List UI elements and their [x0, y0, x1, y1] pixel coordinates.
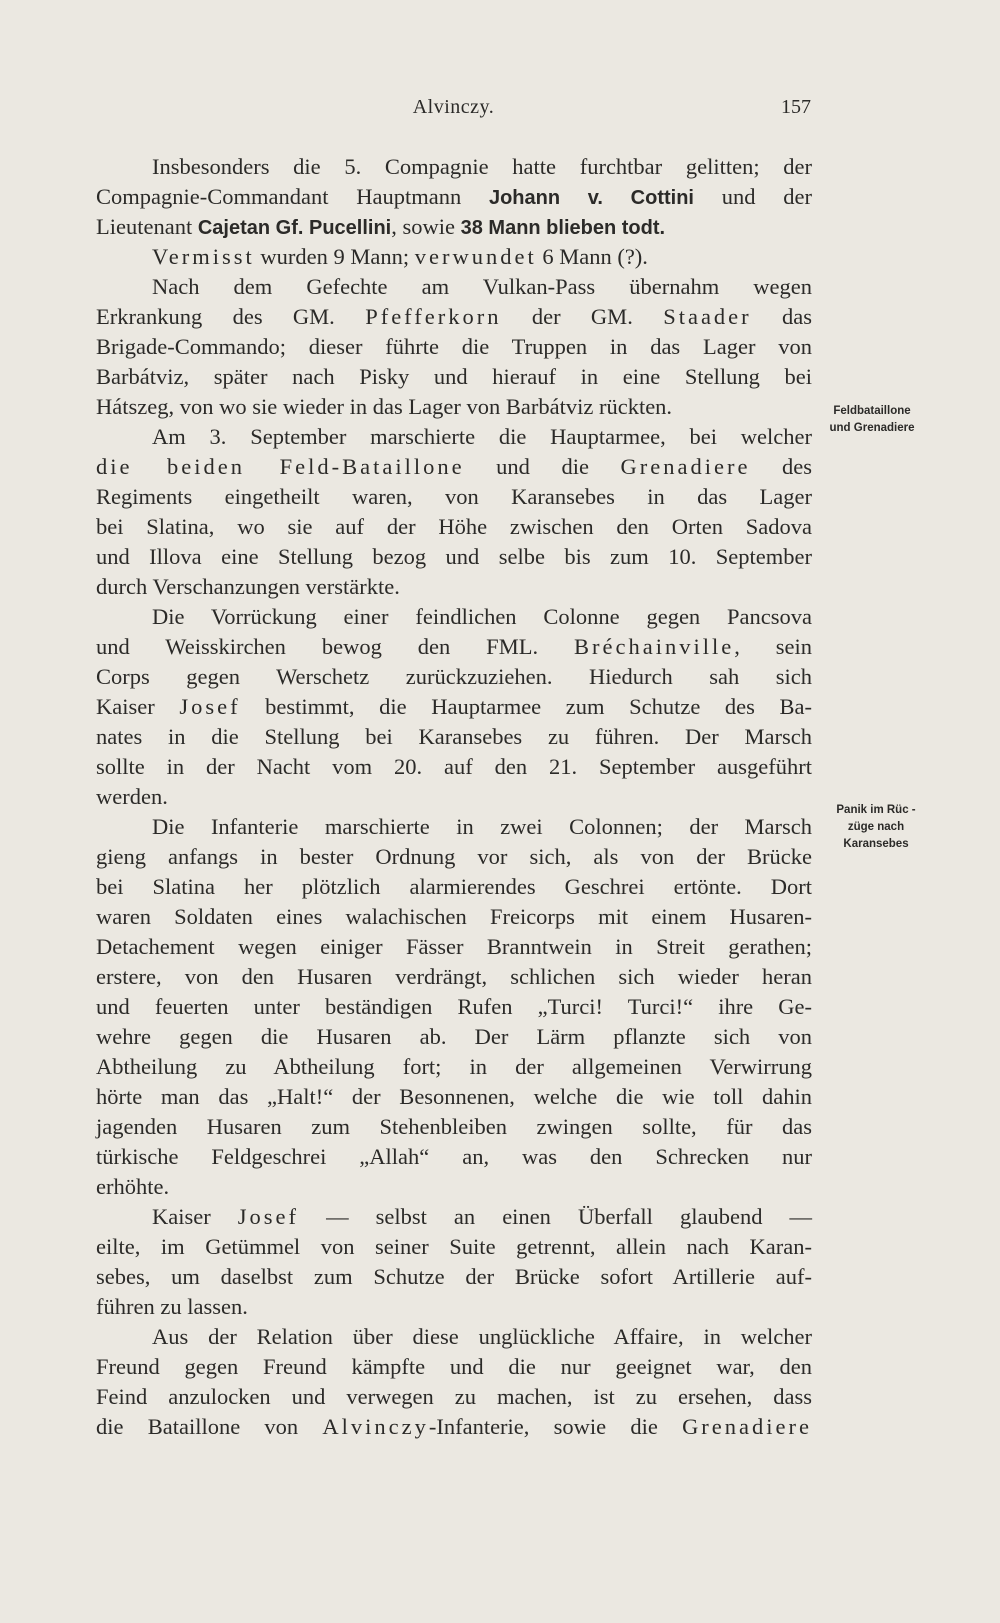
text-segment: eilte, im Getümmel von seiner Suite getrennt, allein nach Karan- [96, 1234, 812, 1259]
text-line [96, 752, 812, 782]
text-segment: Die Infanterie marschierte in zwei Colonnen; der Marsch [152, 814, 812, 839]
text-segment: und der [693, 184, 812, 209]
margin-note-panik [816, 802, 936, 853]
text-segment: hörte man das „Halt!“ der Besonnenen, welche die wie toll dahin [96, 1084, 812, 1109]
text-line [96, 872, 812, 902]
text-segment: und die [464, 454, 621, 479]
text-line [96, 452, 812, 482]
text-segment: Brigade-Commando; dieser führte die Truppen in das Lager von [96, 334, 812, 359]
text-segment: wurden 9 Mann; [254, 244, 415, 269]
text-segment: wehre gegen die Husaren ab. Der Lärm pflanzte sich von [96, 1024, 812, 1049]
bold-name: Cajetan Gf. Pucellini [197, 217, 392, 239]
text-segment: gieng anfangs in bester Ordnung vor sich, als von der Brücke [96, 844, 812, 869]
text-segment: werden. [96, 784, 168, 809]
spaced-name: Josef [179, 694, 241, 719]
text-segment: das [751, 304, 813, 329]
text-line [96, 812, 812, 842]
text-segment: und feuerten unter beständigen Rufen „Turci! Turci!“ ihre Ge- [96, 994, 812, 1019]
text-segment: -Infanterie, sowie die [428, 1414, 683, 1439]
text-line [96, 212, 812, 242]
text-line [96, 152, 812, 182]
text-segment: Aus der Relation über diese unglückliche Affaire, in welcher [152, 1324, 812, 1349]
text-segment: Die Vorrückung einer feindlichen Colonne gegen Pancsova [152, 604, 812, 629]
text-segment: des [750, 454, 812, 479]
text-segment: jagenden Husaren zum Stehenbleiben zwingen sollte, für das [96, 1114, 812, 1139]
text-line [96, 1292, 812, 1322]
text-segment: erstere, von den Husaren verdrängt, schlichen sich wieder heran [96, 964, 812, 989]
text-line [96, 1052, 812, 1082]
text-line [96, 512, 812, 542]
text-line [96, 842, 812, 872]
text-line [96, 1382, 812, 1412]
text-segment: bei Slatina, wo sie auf der Höhe zwischen den Orten Sadova [96, 514, 812, 539]
text-line [96, 1202, 812, 1232]
margin-note-line: und Grenadiere [829, 422, 915, 434]
text-segment: Kaiser [96, 694, 180, 719]
text-line [96, 302, 812, 332]
text-segment: bei Slatina her plötzlich alarmierendes Geschrei ertönte. Dort [96, 874, 812, 899]
spaced-name: Bréchainville [574, 634, 735, 659]
text-line [96, 1112, 812, 1142]
text-line [96, 1412, 812, 1442]
text-line [96, 662, 812, 692]
margin-note-line: züge nach [847, 821, 905, 833]
text-line [96, 932, 812, 962]
text-line [96, 1232, 812, 1262]
text-segment: der GM. [501, 304, 664, 329]
text-segment: Freund gegen Freund kämpfte und die nur geeignet war, den [96, 1354, 812, 1379]
text-line [96, 1022, 812, 1052]
running-head: Alvinczy. [412, 96, 495, 118]
text-segment: und Weisskirchen bewog den FML. [96, 634, 574, 659]
text-segment: waren Soldaten eines walachischen Freicorps mit einem Husaren- [96, 904, 812, 929]
text-line [96, 1262, 812, 1292]
text-segment: die Bataillone von [96, 1414, 323, 1439]
spaced-name: Grenadiere [620, 454, 751, 479]
text-segment: sebes, um daselbst zum Schutze der Brücke sofort Artillerie auf- [96, 1264, 812, 1289]
text-segment: Regiments eingetheilt waren, von Karansebes in das Lager [96, 484, 812, 509]
text-segment: , sowie [391, 214, 461, 239]
text-line [96, 962, 812, 992]
body-text [96, 152, 812, 1442]
text-segment: Detachement wegen einiger Fässer Branntwein in Streit gerathen; [96, 934, 812, 959]
text-line [96, 242, 812, 272]
text-segment: sollte in der Nacht vom 20. auf den 21. September ausgeführt [96, 754, 812, 779]
text-segment: Lieutenant [96, 214, 198, 239]
text-line [96, 1322, 812, 1352]
spaced-name: Grenadiere [682, 1414, 812, 1439]
text-line [96, 782, 812, 812]
margin-note-line: Panik im Rüc - [836, 804, 916, 816]
text-line [96, 422, 812, 452]
spaced-name: Pfefferkorn [365, 304, 502, 329]
text-line [96, 632, 812, 662]
text-line [96, 722, 812, 752]
text-segment: Am 3. September marschierte die Hauptarmee, bei welcher [152, 424, 812, 449]
text-segment: Feind anzulocken und verwegen zu machen, ist zu ersehen, dass [96, 1384, 812, 1409]
text-segment: durch Verschanzungen verstärkte. [96, 574, 400, 599]
text-segment: Nach dem Gefechte am Vulkan-Pass übernahm wegen [152, 274, 812, 299]
text-line [96, 572, 812, 602]
text-line [96, 1082, 812, 1112]
text-segment: — selbst an einen Überfall glaubend — [299, 1204, 812, 1229]
spaced-name: Josef [237, 1204, 300, 1229]
text-line [96, 902, 812, 932]
spaced-name: Staader [663, 304, 752, 329]
margin-note-line: Karansebes [843, 838, 909, 850]
spaced-name: Vermisst [152, 244, 255, 269]
page-header [96, 96, 811, 126]
text-line [96, 1142, 812, 1172]
bold-name: Johann v. Cottini [488, 187, 694, 209]
text-segment: Corps gegen Werschetz zurückzuziehen. Hiedurch sah sich [96, 664, 812, 689]
text-line [96, 482, 812, 512]
text-line [96, 332, 812, 362]
text-line [96, 1172, 812, 1202]
page-number: 157 [781, 96, 811, 118]
text-segment: , sein [734, 634, 812, 659]
text-segment: Compagnie-Commandant Hauptmann [96, 184, 489, 209]
text-segment: nates in die Stellung bei Karansebes zu führen. Der Marsch [96, 724, 812, 749]
bold-name: 38 Mann blieben todt. [460, 217, 666, 239]
margin-note-feldbataillone [812, 403, 932, 437]
text-segment: bestimmt, die Hauptarmee zum Schutze des Ba- [240, 694, 812, 719]
text-segment: türkische Feldgeschrei „Allah“ an, was den Schrecken nur [96, 1144, 812, 1169]
text-line [96, 992, 812, 1022]
text-line [96, 392, 812, 422]
text-line [96, 182, 812, 212]
text-line [96, 542, 812, 572]
text-segment: Abtheilung zu Abtheilung fort; in der allgemeinen Verwirrung [96, 1054, 812, 1079]
text-line [96, 362, 812, 392]
text-segment: Hátszeg, von wo sie wieder in das Lager von Barbátviz rückten. [96, 394, 673, 419]
text-segment: 6 Mann (?). [536, 244, 648, 269]
text-segment: erhöhte. [96, 1174, 170, 1199]
text-line [96, 1352, 812, 1382]
text-segment: Barbátviz, später nach Pisky und hierauf in eine Stellung bei [96, 364, 812, 389]
margin-note-line: Feldbataillone [833, 405, 911, 417]
text-segment: Erkrankung des GM. [96, 304, 366, 329]
text-segment: Kaiser [152, 1204, 238, 1229]
text-segment: und Illova eine Stellung bezog und selbe bis zum 10. September [96, 544, 812, 569]
text-line [96, 272, 812, 302]
text-segment: führen zu lassen. [96, 1294, 248, 1319]
text-line [96, 602, 812, 632]
spaced-name: die beiden Feld-Bataillone [96, 454, 465, 479]
spaced-name: verwundet [414, 244, 537, 269]
text-line [96, 692, 812, 722]
spaced-name: Alvinczy [322, 1414, 429, 1439]
text-segment: Insbesonders die 5. Compagnie hatte furchtbar gelitten; der [152, 154, 812, 179]
